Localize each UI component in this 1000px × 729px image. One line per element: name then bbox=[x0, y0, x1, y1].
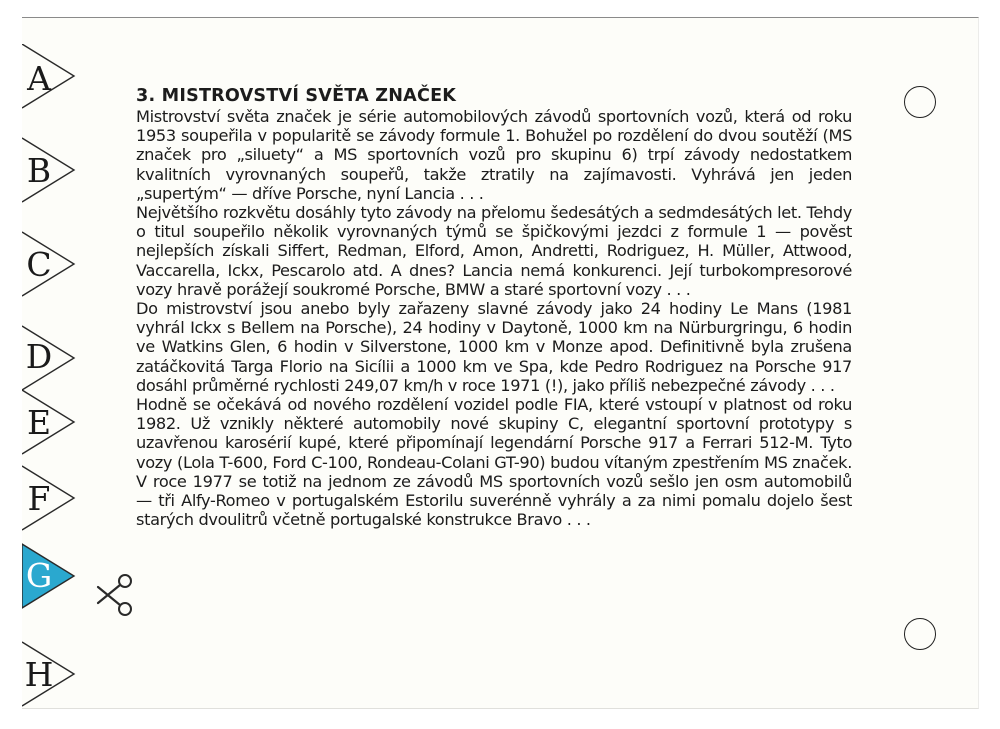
article bbox=[136, 86, 852, 529]
punch-hole-top bbox=[904, 86, 936, 118]
punch-hole-bottom bbox=[904, 618, 936, 650]
tab-letter-b[interactable]: B bbox=[26, 151, 52, 190]
article-title: 3. MISTROVSTVÍ SVĚTA ZNAČEK bbox=[136, 86, 457, 106]
tab-letter-e[interactable]: E bbox=[26, 403, 52, 442]
article-paragraph-4: Hodně se očekává od nového rozdělení vozidel podle FIA, které vstoupí v platnost od roku 1982. Už vznikly některé automobily nové skupiny C, elegantní sportovní prototypy s uzavřenou karosérií kupé, které připomínají legendární Porsche 917 a Ferrari 512-M. Tyto vozy (Lola T-600, Ford C-100, Rondeau-Colani GT-90) budou vítaným zpestřením MS značek. V roce 1977 se totiž na jednom ze závodů MS sportovních vozů sešlo jen osm automobilů — tři Alfy-Romeo v portugalském Estorilu suverénně vyhrály a za nimi pomalu dojelo šest starých dvoulitrů včetně portugalské konstrukce Bravo . . . bbox=[136, 395, 852, 530]
index-tab-outlines bbox=[22, 44, 102, 724]
tab-letter-f[interactable]: F bbox=[27, 479, 51, 518]
tab-letter-a[interactable]: A bbox=[27, 59, 51, 98]
article-paragraph-3: Do mistrovství jsou anebo byly zařazeny slavné závody jako 24 hodiny Le Mans (1981 vyhrál Ickx s Bellem na Porsche), 24 hodiny v Daytoně, 1000 km na Nürburgringu, 6 hodin ve Watkins Glen, 6 hodin v Silverstone, 1000 km v Monze apod. Definitivně byla zrušena zatáčkovitá Targa Florio na Sicílii a 1000 km ve Spa, kde Pedro Rodriguez na Porsche 917 dosáhl průměrné rychlosti 249,07 km/h v roce 1971 (!), jako příliš nebezpečné závody . . . bbox=[136, 299, 852, 395]
tab-letter-d[interactable]: D bbox=[25, 337, 53, 376]
scissors-icon bbox=[95, 573, 135, 617]
tab-letter-c[interactable]: C bbox=[26, 245, 52, 284]
tab-letter-h[interactable]: H bbox=[24, 655, 54, 694]
index-tabs bbox=[22, 44, 92, 724]
article-paragraph-2: Největšího rozkvětu dosáhly tyto závody na přelomu šedesátých a sedmdesátých let. Tehdy o titul soupeřilo několik vyrovnaných týmů se špičkovými jezdci z formule 1 — pověst nejlepších získali Siffert, Redman, Elford, Amon, Andretti, Rodriguez, H. Müller, Attwood, Vaccarella, Ickx, Pescarolo atd. A dnes? Lancia nemá konkurenci. Její turbokompresorové vozy hravě porážejí soukromé Porsche, BMW a staré sportovní vozy . . . bbox=[136, 203, 852, 299]
article-paragraph-1: Mistrovství světa značek je série automobilových závodů sportovních vozů, která od roku 1953 soupeřila v popularitě se závody formule 1. Bohužel po rozdělení do dvou soutěží (MS značek pro „siluety“ a MS sportovních vozů pro skupinu 6) trpí závody nedostatkem kvalitních vyrovnaných soupeřů, takže ztratily na zajímavosti. Vyhrává jen jeden „supertým“ — dříve Porsche, nyní Lancia . . . bbox=[136, 107, 852, 203]
tab-letter-g[interactable]: G bbox=[25, 556, 53, 595]
